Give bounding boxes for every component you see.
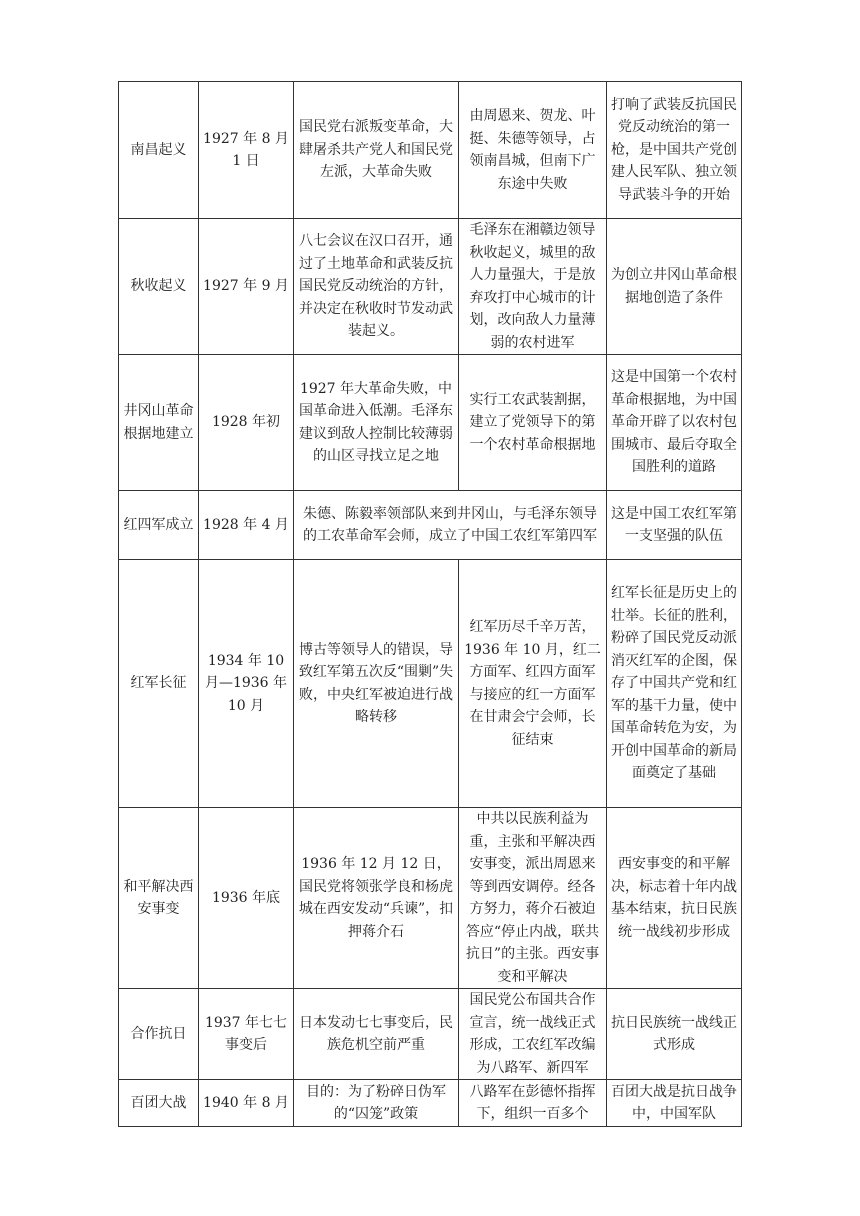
process-cell: 中共以民族利益为重，主张和平解决西安事变，派出周恩来等到西安调停。经各方努力，蒋介石被迫答应“停止内战，联共抗日”的主张。西安事变和平解决 [459, 808, 607, 989]
table-row [119, 82, 742, 219]
table-row [119, 1080, 742, 1127]
event-cell: 井冈山革命根据地建立 [119, 355, 199, 491]
merged-description-cell: 朱德、陈毅率领部队来到井冈山，与毛泽东领导的工农革命军会师，成立了中国工农红军第四军 [294, 491, 607, 560]
process-cell: 实行工农武装割据，建立了党领导下的第一个农村革命根据地 [459, 355, 607, 491]
process-cell: 国民党公布国共合作宣言，统一战线正式形成，工农红军改编为八路军、新四军 [459, 989, 607, 1080]
event-cell: 秋收起义 [119, 219, 199, 355]
event-cell: 和平解决西安事变 [119, 808, 199, 989]
significance-cell: 百团大战是抗日战争中，中国军队 [607, 1080, 742, 1127]
process-cell: 毛泽东在湘赣边领导秋收起义，城里的敌人力量强大，于是放弃攻打中心城市的计划，改向敌人力量薄弱的农村进军 [459, 219, 607, 355]
table-row [119, 491, 742, 560]
background-cell: 日本发动七七事变后，民族危机空前严重 [294, 989, 459, 1080]
time-cell: 1927 年 9 月 [199, 219, 294, 355]
process-cell: 由周恩来、贺龙、叶挺、朱德等领导，占领南昌城，但南下广东途中失败 [459, 82, 607, 219]
history-events-table [118, 81, 742, 1127]
significance-cell: 西安事变的和平解决，标志着十年内战基本结束，抗日民族统一战线初步形成 [607, 808, 742, 989]
process-cell: 红军历尽千辛万苦，1936 年 10 月，红二方面军、红四方面军与接应的红一方面军在甘肃会宁会师，长征结束 [459, 560, 607, 808]
significance-cell: 打响了武装反抗国民党反动统治的第一枪，是中国共产党创建人民军队、独立领导武装斗争的开始 [607, 82, 742, 219]
process-cell: 八路军在彭德怀指挥下，组织一百多个 [459, 1080, 607, 1127]
significance-cell: 这是中国第一个农村革命根据地，为中国革命开辟了以农村包围城市、最后夺取全国胜利的道路 [607, 355, 742, 491]
background-cell: 1936 年 12 月 12 日，国民党将领张学良和杨虎城在西安发动“兵谏”，扣押蒋介石 [294, 808, 459, 989]
background-cell: 目的：为了粉碎日伪军的“囚笼”政策 [294, 1080, 459, 1127]
significance-cell: 抗日民族统一战线正式形成 [607, 989, 742, 1080]
time-cell: 1936 年底 [199, 808, 294, 989]
table-row [119, 560, 742, 808]
event-cell: 红军长征 [119, 560, 199, 808]
significance-cell: 为创立井冈山革命根据地创造了条件 [607, 219, 742, 355]
background-cell: 博古等领导人的错误，导致红军第五次反“围剿”失败，中央红军被迫进行战略转移 [294, 560, 459, 808]
significance-cell: 这是中国工农红军第一支坚强的队伍 [607, 491, 742, 560]
table-row [119, 355, 742, 491]
background-cell: 1927 年大革命失败，中国革命进入低潮。毛泽东建议到敌人控制比较薄弱的山区寻找立足之地 [294, 355, 459, 491]
event-cell: 百团大战 [119, 1080, 199, 1127]
time-cell: 1940 年 8 月 [199, 1080, 294, 1127]
table-row [119, 808, 742, 989]
time-cell: 1927 年 8 月 1 日 [199, 82, 294, 219]
table-row [119, 989, 742, 1080]
background-cell: 八七会议在汉口召开，通过了土地革命和武装反抗国民党反动统治的方针，并决定在秋收时节发动武装起义。 [294, 219, 459, 355]
event-cell: 合作抗日 [119, 989, 199, 1080]
significance-cell: 红军长征是历史上的壮举。长征的胜利，粉碎了国民党反动派消灭红军的企图，保存了中国共产党和红军的基干力量，使中国革命转危为安，为开创中国革命的新局面奠定了基础 [607, 560, 742, 808]
time-cell: 1934 年 10 月—1936 年 10 月 [199, 560, 294, 808]
background-cell: 国民党右派叛变革命，大肆屠杀共产党人和国民党左派，大革命失败 [294, 82, 459, 219]
time-cell: 1937 年七七事变后 [199, 989, 294, 1080]
time-cell: 1928 年 4 月 [199, 491, 294, 560]
event-cell: 南昌起义 [119, 82, 199, 219]
event-cell: 红四军成立 [119, 491, 199, 560]
table-row [119, 219, 742, 355]
time-cell: 1928 年初 [199, 355, 294, 491]
